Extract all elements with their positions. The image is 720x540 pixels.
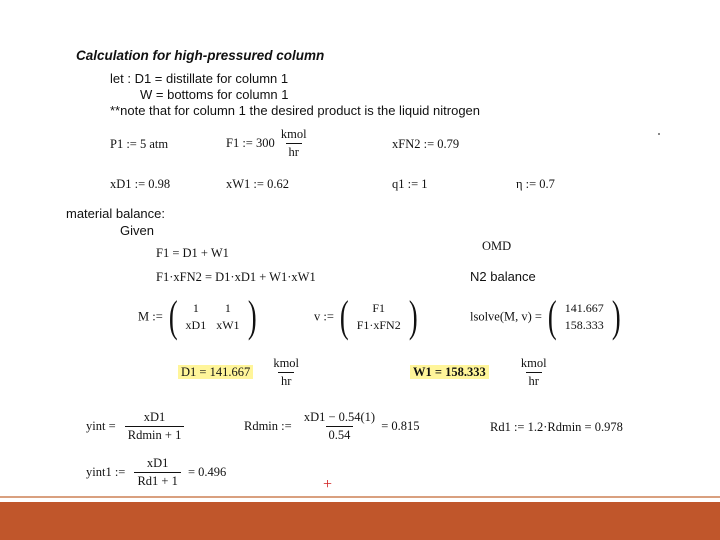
equation-yint1 <box>86 456 226 489</box>
equation-rdmin <box>244 410 420 443</box>
result-w1-unit <box>518 356 550 389</box>
param-xfn2: xFN2 := 0.79 <box>392 137 460 151</box>
param-xd1: xD1 := 0.98 <box>110 177 171 191</box>
frac-num: xD1 <box>143 410 166 424</box>
lsolve-cell: 158.333 <box>564 318 604 332</box>
frac-den: 0.54 <box>326 426 354 443</box>
lsolve-table <box>560 300 609 334</box>
stray-dot <box>658 133 660 135</box>
result-d1-unit <box>270 356 302 389</box>
lsolve-cell: 141.667 <box>564 301 604 315</box>
param-f1 <box>226 127 310 160</box>
equation-total-balance: F1 = D1 + W1 <box>156 246 229 260</box>
omd-label: OMD <box>482 239 512 253</box>
rdmin-value: = 0.815 <box>381 419 420 433</box>
unit-den: hr <box>286 143 302 160</box>
footer-divider <box>0 496 720 498</box>
yint1-fraction <box>134 456 180 489</box>
rdmin-lhs: Rdmin := <box>244 419 292 433</box>
unit-den: hr <box>526 372 542 389</box>
matrix-cell: xD1 <box>185 318 207 332</box>
vector-v: v := ( F1 F1·xFN2 ) <box>314 292 418 341</box>
yint1-value: = 0.496 <box>187 465 227 479</box>
rdmin-fraction <box>301 410 378 443</box>
matrix-m: M := ( 1 1 xD1 xW1 ) <box>138 292 257 341</box>
frac-den: Rd1 + 1 <box>134 472 180 489</box>
param-q1: q1 := 1 <box>392 177 428 191</box>
param-xw1: xW1 := 0.62 <box>226 177 289 191</box>
yint-fraction <box>125 410 185 443</box>
vector-cell: F1 <box>372 301 386 315</box>
intro-line-1: let : D1 = distillate for column 1 <box>110 71 289 86</box>
yint1-lhs: yint1 := <box>86 465 126 479</box>
equation-n2-balance: F1·xFN2 = D1·xD1 + W1·xW1 <box>156 270 316 284</box>
vector-v-label: v := <box>314 309 334 324</box>
param-eta: η := 0.7 <box>516 177 555 191</box>
result-d1 <box>178 356 302 389</box>
param-f1-lhs: F1 := 300 <box>226 136 275 150</box>
equation-rd1: Rd1 := 1.2·Rdmin = 0.978 <box>490 420 623 434</box>
intro-note: **note that for column 1 the desired product is the liquid nitrogen <box>110 103 481 118</box>
matrix-cell: 1 <box>224 301 231 315</box>
matrix-cell: xW1 <box>216 318 240 332</box>
unit-num: kmol <box>520 356 547 370</box>
frac-den: Rdmin + 1 <box>125 426 185 443</box>
vector-cell: F1·xFN2 <box>356 318 401 332</box>
lsolve-result: lsolve(M, v) = ( 141.667 158.333 ) <box>470 292 621 341</box>
equation-yint <box>86 410 184 443</box>
intro-line-2: W = bottoms for column 1 <box>140 87 289 102</box>
frac-num: xD1 − 0.54(1) <box>303 410 376 424</box>
result-w1-value: W1 = 158.333 <box>410 365 489 379</box>
footer-bar <box>0 502 720 540</box>
matrix-cell: 1 <box>192 301 199 315</box>
result-w1 <box>410 356 550 389</box>
vector-v-table <box>352 300 406 334</box>
result-d1-value: D1 = 141.667 <box>178 365 253 379</box>
frac-num: xD1 <box>146 456 169 470</box>
n2-balance-label: N2 balance <box>470 269 536 284</box>
matrix-m-table <box>181 300 245 334</box>
material-balance-heading: material balance: <box>66 206 165 221</box>
crosshair-cursor-icon: + <box>323 476 333 493</box>
param-p1: P1 := 5 atm <box>110 137 169 151</box>
given-label: Given <box>120 223 154 238</box>
page-title: Calculation for high-pressured column <box>76 48 325 63</box>
matrix-m-label: M := <box>138 309 163 324</box>
unit-num: kmol <box>273 356 300 370</box>
lsolve-label: lsolve(M, v) = <box>470 309 542 324</box>
unit-num: kmol <box>280 127 307 141</box>
unit-den: hr <box>278 372 294 389</box>
param-f1-unit <box>278 127 310 160</box>
yint-lhs: yint = <box>86 419 116 433</box>
